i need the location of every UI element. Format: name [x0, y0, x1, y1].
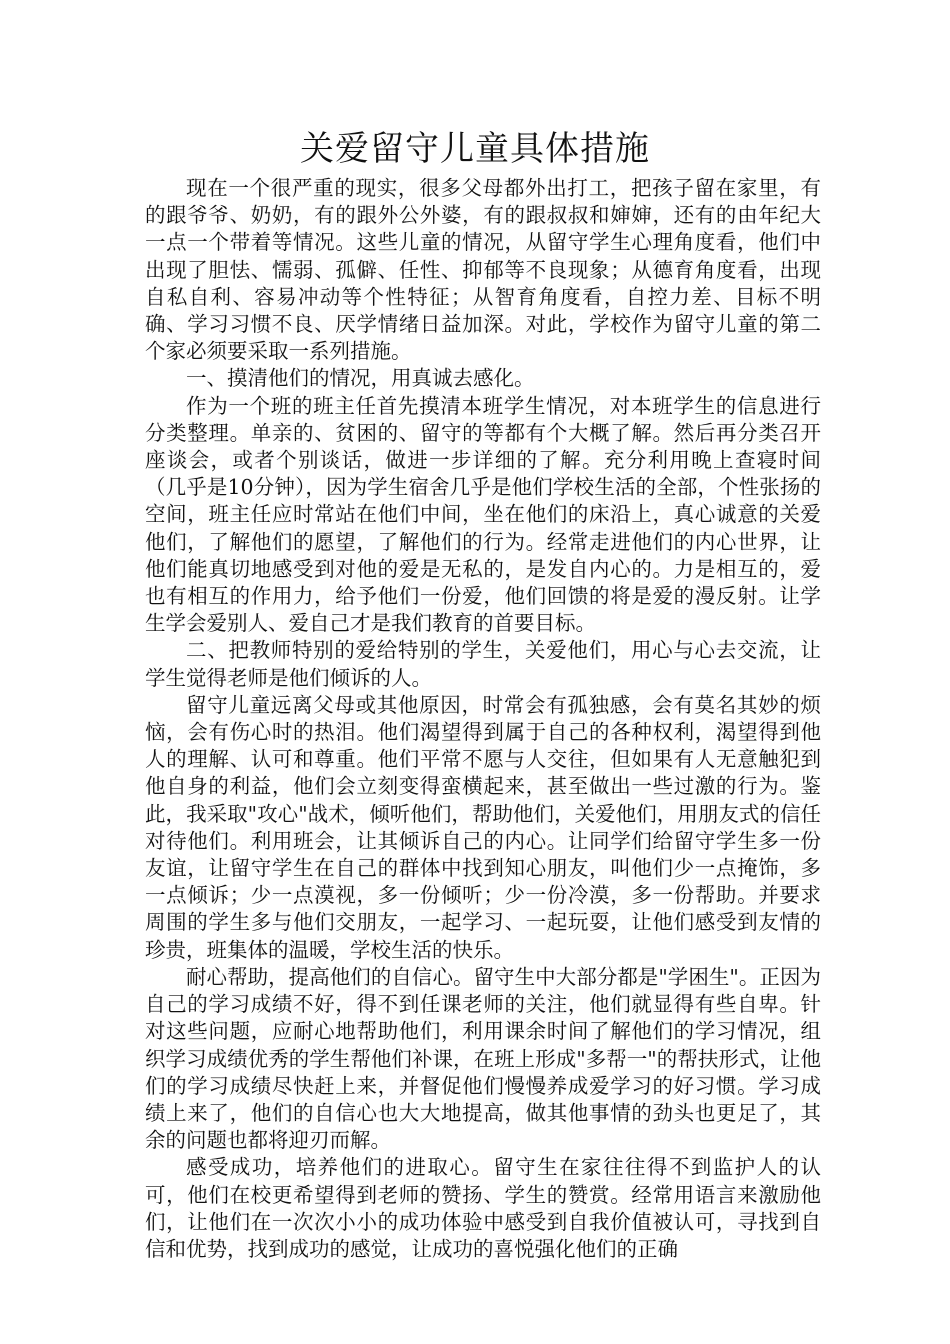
- paragraph-patient-help: 耐心帮助，提高他们的自信心。留守生中大部分都是"学困生"。正因为自己的学习成绩不好，得不到任课老师的关注，他们就显得有些自卑。针对这些问题，应耐心地帮助他们，利用课余时间了解他们的学习情况，组织学习成绩优秀的学生帮他们补课，在班上形成"多帮一"的帮扶形式，让他们的学习成绩尽快赶上来，并督促他们慢慢养成爱学习的好习惯。学习成绩上来了，他们的自信心也大大地提高，做其他事情的劲头也更足了，其余的问题也都将迎刃而解。: [145, 964, 821, 1153]
- paragraph-intro: 现在一个很严重的现实，很多父母都外出打工，把孩子留在家里，有的跟爷爷、奶奶，有的跟外公外婆，有的跟叔叔和婶婶，还有的由年纪大一点一个带着等情况。这些儿童的情况，从留守学生心理角度看，他们中出现了胆怯、懦弱、孤僻、任性、抑郁等不良现象；从德育角度看，出现自私自利、容易冲动等个性特征；从智育角度看，自控力差、目标不明确、学习习惯不良、厌学情绪日益加深。对此，学校作为留守儿童的第二个家必须要采取一系列措施。: [145, 176, 821, 364]
- paragraph-feel-success: 感受成功，培养他们的进取心。留守生在家往往得不到监护人的认可，他们在校更希望得到老师的赞扬、学生的赞赏。经常用语言来激励他们，让他们在一次次小小的成功体验中感受到自我价值被认可，寻找到自信和优势，找到成功的感觉，让成功的喜悦强化他们的正确: [145, 1155, 821, 1261]
- section-heading-1: 一、摸清他们的情况，用真诚去感化。: [186, 366, 535, 391]
- section-heading-2: 二、把教师特别的爱给特别的学生，关爱他们，用心与心去交流，让学生觉得老师是他们倾诉的人。: [145, 638, 821, 690]
- paragraph-section-2: 留守儿童远离父母或其他原因，时常会有孤独感，会有莫名其妙的烦恼，会有伤心时的热泪。他们渴望得到属于自己的各种权利，渴望得到他人的理解、认可和尊重。他们平常不愿与人交往，但如果有人无意触犯到他自身的利益，他们会立刻变得蛮横起来，甚至做出一些过激的行为。鉴此，我采取"攻心"战术，倾听他们，帮助他们，关爱他们，用朋友式的信任对待他们。利用班会，让其倾诉自己的内心。让同学们给留守学生多一份友谊，让留守学生在自己的群体中找到知心朋友，叫他们少一点掩饰，多一点倾诉；少一点漠视，多一份倾听；少一份冷漠，多一份帮助。并要求周围的学生多与他们交朋友，一起学习、一起玩耍，让他们感受到友情的珍贵，班集体的温暖，学校生活的快乐。: [145, 692, 821, 962]
- document-body: [145, 175, 821, 1263]
- paragraph-section-1: 作为一个班的班主任首先摸清本班学生情况，对本班学生的信息进行分类整理。单亲的、贫困的、留守的等都有个大概了解。然后再分类召开座谈会，或者个别谈话，做进一步详细的了解。充分利用晚上查寝时间（几乎是10分钟），因为学生宿舍几乎是他们学校生活的全部，个性张扬的空间，班主任应时常站在他们中间，坐在他们的床沿上，真心诚意的关爱他们，了解他们的愿望，了解他们的行为。经常走进他们的内心世界，让他们能真切地感受到对他的爱是无私的，是发自内心的。力是相互的，爱也有相互的作用力，给予他们一份爱，他们回馈的将是爱的漫反射。让学生学会爱别人、爱自己才是我们教育的首要目标。: [145, 393, 821, 636]
- document-title: 关爱留守儿童具体措施: [300, 129, 650, 169]
